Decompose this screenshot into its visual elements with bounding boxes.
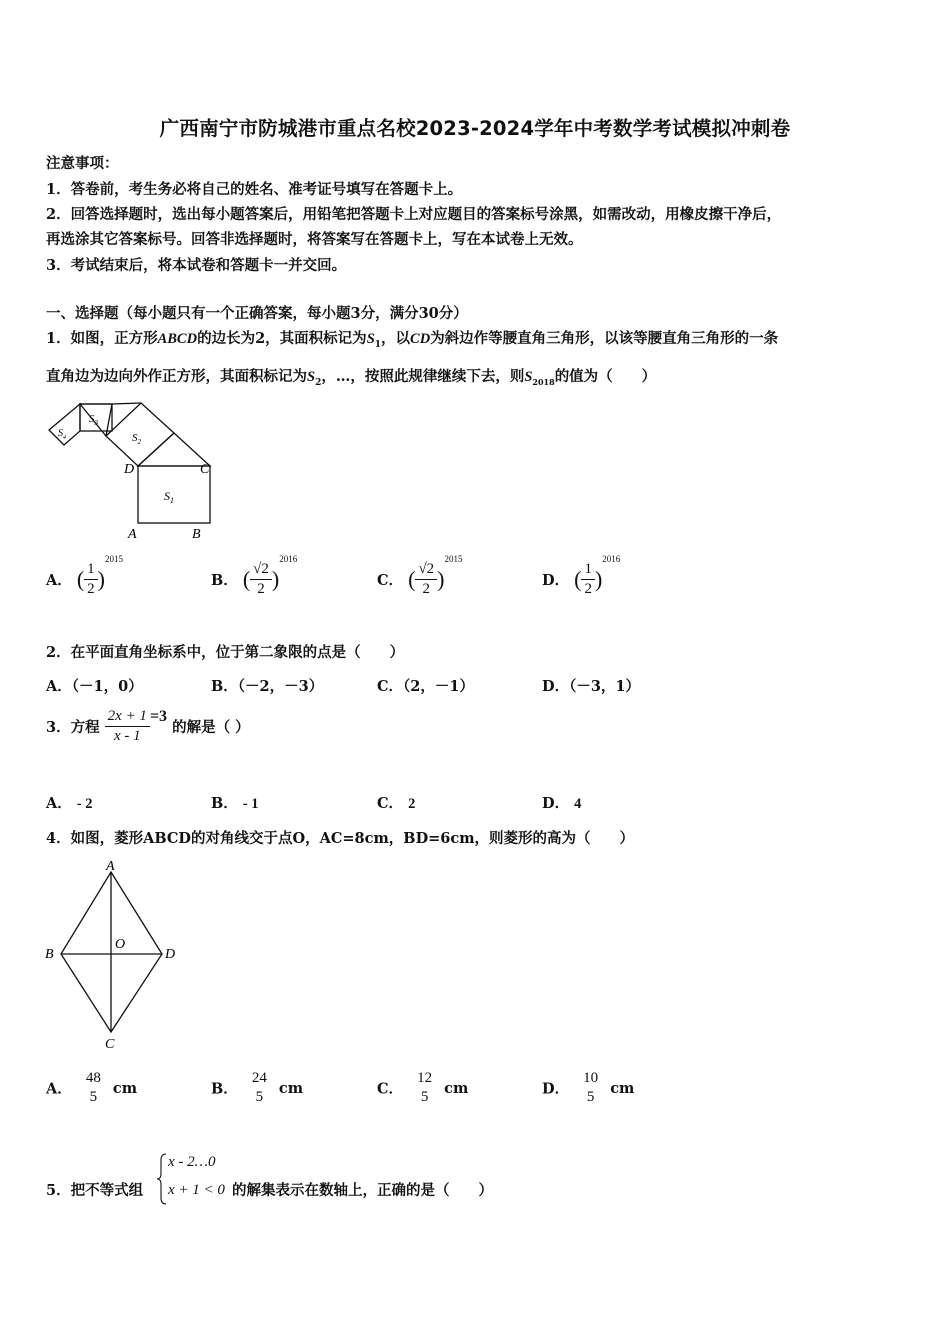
- q1-option-d[interactable]: D． ( $\frac{1}{2}$ )$^{2016}$: [542, 554, 621, 597]
- q2-stem: 2．在平面直角坐标系中，位于第二象限的点是（ ）: [46, 644, 405, 661]
- rhombus-label-b: B: [45, 947, 54, 962]
- fig-label-s2: $S_2$: [132, 432, 141, 446]
- q1-option-c[interactable]: C． ( $\frac{√2}{2}$ )$^{2015}$: [377, 554, 463, 597]
- q2-option-a[interactable]: A．（－1，0）: [46, 678, 143, 695]
- q1-line1: 1．如图，正方形ABCD的边长为2，其面积标记为$S_1$，以CD为斜边作等腰直角三角形，以该等腰直角三角形的一条: [46, 330, 779, 350]
- rhombus-label-d: D: [165, 947, 176, 962]
- q4-stem: 4．如图，菱形ABCD的对角线交于点O，AC=8cm，BD=6cm，则菱形的高为（ ）: [46, 830, 635, 847]
- rhombus-label-o: O: [115, 937, 126, 952]
- rhombus-label-c: C: [105, 1037, 115, 1052]
- q3-option-b[interactable]: B． - 1: [211, 795, 259, 812]
- fig-label-s4: $S_4$: [58, 428, 66, 441]
- q2-option-b[interactable]: B．（－2，－3）: [211, 678, 324, 695]
- q4-option-a[interactable]: A． 48 5 cm: [46, 1070, 138, 1105]
- q5-inequality-2: x + 1 < 0: [168, 1182, 225, 1198]
- fig-label-b: B: [192, 527, 201, 542]
- q4-rhombus-figure: [42, 856, 182, 1056]
- q5-brace: [156, 1152, 168, 1206]
- fig-label-a: A: [128, 527, 137, 542]
- q1-squares-figure: [44, 398, 219, 543]
- fig-label-d: D: [124, 462, 135, 477]
- q4-option-d[interactable]: D． 10 5 cm: [542, 1070, 635, 1105]
- notice-item-2a: 2．回答选择题时，选出每小题答案后，用铅笔把答题卡上对应题目的答案标号涂黑，如需改动，用橡皮擦干净后，: [46, 206, 782, 223]
- q3-stem: 3．方程 $\frac{2x + 1}{x - 1}$ =3 的解是（ ）: [46, 707, 250, 744]
- notice-item-1: 1．答卷前，考生务必将自己的姓名、准考证号填写在答题卡上。: [46, 181, 463, 198]
- notice-heading: 注意事项：: [46, 155, 119, 172]
- fig-label-s1: $S_1$: [164, 489, 174, 505]
- fig-label-c: C: [200, 462, 210, 477]
- rhombus-label-a: A: [106, 859, 115, 874]
- q3-option-d[interactable]: D． 4: [542, 795, 582, 812]
- notice-item-2b: 再选涂其它答案标号。回答非选择题时，将答案写在答题卡上，写在本试卷上无效。: [46, 231, 583, 248]
- fig-label-s3: $S_3$: [89, 413, 98, 427]
- q1-option-b[interactable]: B． ( $\frac{√2}{2}$ )$^{2016}$: [211, 554, 298, 597]
- q1-option-a[interactable]: A． ( $\frac{1}{2}$ )$^{2015}$: [46, 554, 123, 597]
- q1-line2: 直角边为边向外作正方形，其面积标记为$S_2$，…，按照此规律继续下去，则$S_{2018}$的值为（ ）: [46, 368, 657, 388]
- q4-option-c[interactable]: C． 12 5 cm: [377, 1070, 469, 1105]
- q2-option-d[interactable]: D．（－3，1）: [542, 678, 641, 695]
- section-heading: 一、选择题（每小题只有一个正确答案，每小题3分，满分30分）: [46, 305, 468, 322]
- page-title: 广西南宁市防城港市重点名校2023-2024学年中考数学考试模拟冲刺卷: [159, 117, 791, 140]
- q4-option-b[interactable]: B． 24 5 cm: [211, 1070, 304, 1105]
- notice-item-3: 3．考试结束后，将本试卷和答题卡一并交回。: [46, 257, 347, 274]
- q3-option-c[interactable]: C． 2: [377, 795, 416, 812]
- q5-pre: 5．把不等式组: [46, 1182, 144, 1199]
- q5-inequality-1: x - 2…0: [168, 1154, 216, 1170]
- q2-option-c[interactable]: C．（2，－1）: [377, 678, 474, 695]
- q5-post: 的解集表示在数轴上，正确的是（ ）: [232, 1182, 493, 1199]
- q3-option-a[interactable]: A． - 2: [46, 795, 93, 812]
